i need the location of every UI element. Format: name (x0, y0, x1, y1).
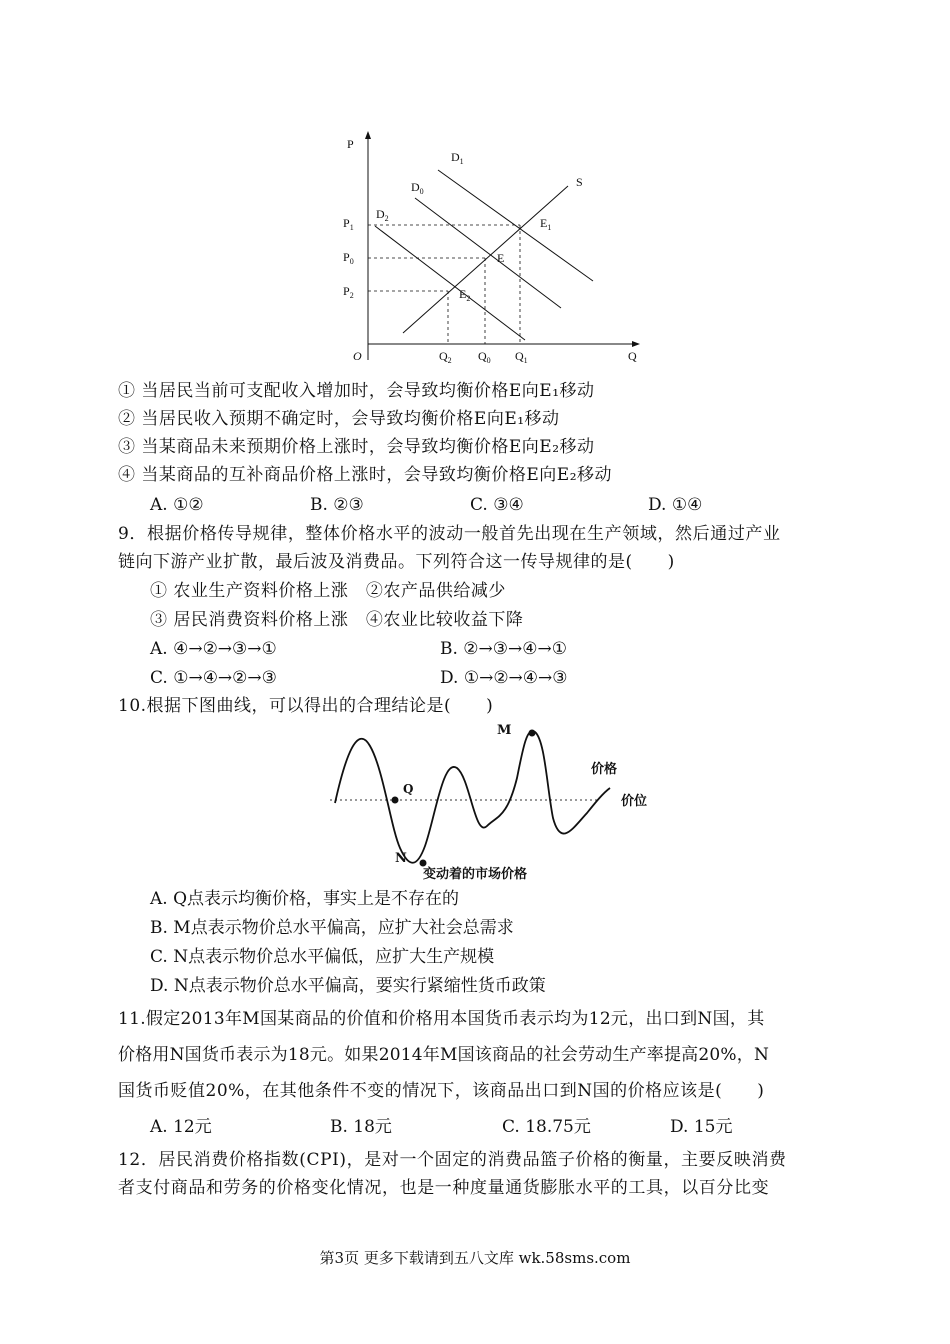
price-curve (335, 731, 610, 863)
market-price-figure (325, 718, 655, 888)
axis-p-label: P (347, 137, 354, 151)
q9-items-line-2: ③ 居民消费资料价格上涨 ④农业比较收益下降 (150, 610, 524, 630)
demand-curve-d2 (375, 226, 525, 340)
figure-caption: 变动着的市场价格 (423, 867, 528, 882)
e-label: E (497, 251, 505, 265)
q-axis-arrow (632, 341, 640, 347)
q9-stem-line-2: 链向下游产业扩散，最后波及消费品。下列符合这一传导规律的是( ) (118, 552, 675, 572)
q8-option-b[interactable]: B. ②③ (310, 495, 364, 515)
demand-curve-d0 (415, 198, 561, 308)
page-footer: 第3页 更多下载请到五八文库 wk.58sms.com (319, 1249, 631, 1267)
q12-line-1: 12．居民消费价格指数(CPI)，是对一个固定的消费品篮子价格的衡量，主要反映消费 (118, 1150, 787, 1170)
q10-option-a[interactable]: A. Q点表示均衡价格，事实上是不存在的 (150, 889, 460, 909)
point-n (420, 860, 427, 867)
q9-items-line-1: ① 农业生产资料价格上涨 ②农产品供给减少 (150, 581, 506, 601)
point-m (529, 730, 536, 737)
p2-label: $P_2$ (343, 284, 354, 300)
q9-option-d[interactable]: D. ①→②→④→③ (440, 668, 568, 688)
q9-option-b[interactable]: B. ②→③→④→① (440, 639, 567, 659)
q11-option-d[interactable]: D. 15元 (670, 1117, 733, 1137)
q10-option-c[interactable]: C. N点表示物价总水平偏低，应扩大生产规模 (150, 947, 495, 967)
e2-label: $E_2$ (459, 287, 471, 303)
q10-option-d[interactable]: D. N点表示物价总水平偏高，要实行紧缩性货币政策 (150, 976, 546, 996)
q8-option-d[interactable]: D. ①④ (648, 495, 703, 515)
q1-label: $Q_1$ (515, 349, 528, 365)
q0-label: $Q_0$ (478, 349, 491, 365)
d0-label: $D_0$ (411, 180, 424, 196)
q11-line-2: 价格用N国货币表示为18元。如果2014年M国该商品的社会劳动生产率提高20%，N (118, 1045, 770, 1065)
q11-option-a[interactable]: A. 12元 (150, 1117, 212, 1137)
p-axis-arrow (365, 131, 371, 139)
s-label: S (576, 175, 583, 189)
p1-label: $P_1$ (343, 216, 354, 232)
label-q: Q (403, 782, 414, 796)
q8-option-c[interactable]: C. ③④ (470, 495, 524, 515)
q10-stem: 10.根据下图曲线，可以得出的合理结论是( ) (118, 696, 494, 716)
e1-label: $E_1$ (540, 216, 552, 232)
q12-line-2: 者支付商品和劳务的价格变化情况，也是一种度量通货膨胀水平的工具，以百分比变 (118, 1178, 770, 1198)
q9-stem-line-1: 9．根据价格传导规律，整体价格水平的波动一般首先出现在生产领域，然后通过产业 (118, 524, 781, 544)
demand-curve-d1 (438, 170, 593, 281)
q11-line-3: 国货币贬值20%，在其他条件不变的情况下，该商品出口到N国的价格应该是( ) (118, 1081, 765, 1101)
d1-label: $D_1$ (451, 150, 464, 166)
origin-label: O (353, 349, 362, 363)
label-value: 价位 (621, 794, 648, 809)
p0-label: $P_0$ (343, 250, 354, 266)
q8-option-a[interactable]: A. ①② (150, 495, 204, 515)
label-price: 价格 (591, 762, 618, 777)
label-n: N (395, 851, 407, 866)
q2-label: $Q_2$ (439, 349, 452, 365)
label-m: M (497, 723, 512, 738)
q8-statement-3: ③ 当某商品未来预期价格上涨时，会导致均衡价格E向E₂移动 (118, 437, 595, 457)
q9-option-a[interactable]: A. ④→②→③→① (150, 639, 277, 659)
axis-q-label: Q (628, 349, 637, 363)
q8-statement-2: ② 当居民收入预期不确定时，会导致均衡价格E向E₁移动 (118, 409, 560, 429)
q11-option-c[interactable]: C. 18.75元 (502, 1117, 591, 1137)
point-q (392, 797, 399, 804)
d2-label: $D_2$ (376, 207, 389, 223)
q9-option-c[interactable]: C. ①→④→②→③ (150, 668, 277, 688)
q10-option-b[interactable]: B. M点表示物价总水平偏高，应扩大社会总需求 (150, 918, 514, 938)
q11-line-1: 11.假定2013年M国某商品的价值和价格用本国货币表示均为12元，出口到N国，其 (118, 1009, 765, 1029)
supply-demand-figure (335, 128, 655, 368)
q11-option-b[interactable]: B. 18元 (330, 1117, 392, 1137)
q8-statement-4: ④ 当某商品的互补商品价格上涨时，会导致均衡价格E向E₂移动 (118, 465, 613, 485)
q8-statement-1: ① 当居民当前可支配收入增加时，会导致均衡价格E向E₁移动 (118, 381, 595, 401)
